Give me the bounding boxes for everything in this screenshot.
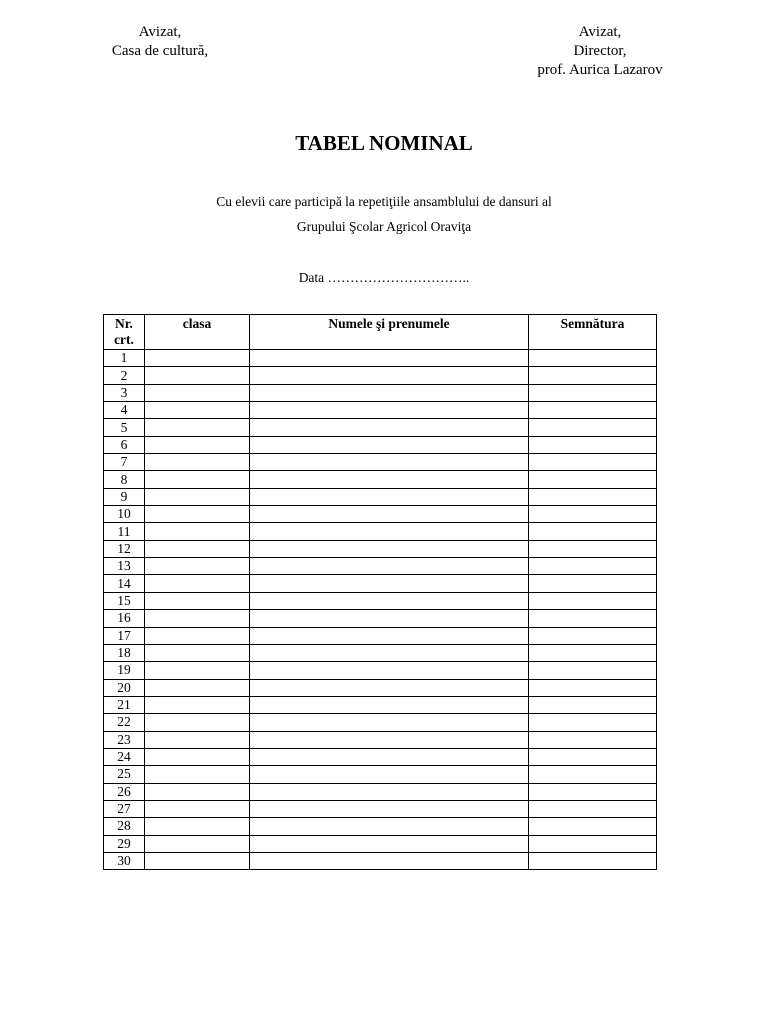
semnatura-cell — [529, 679, 657, 696]
row-number: 10 — [104, 506, 145, 523]
nume-cell — [250, 506, 529, 523]
table-row — [104, 731, 657, 748]
nume-cell — [250, 679, 529, 696]
clasa-cell — [145, 592, 250, 609]
semnatura-cell — [529, 506, 657, 523]
clasa-cell — [145, 627, 250, 644]
nume-cell — [250, 384, 529, 401]
table-row — [104, 679, 657, 696]
nume-cell — [250, 419, 529, 436]
header-clasa: clasa — [145, 315, 250, 350]
table-row — [104, 488, 657, 505]
row-number: 7 — [104, 454, 145, 471]
semnatura-cell — [529, 575, 657, 592]
table-row — [104, 575, 657, 592]
header-left-line1: Avizat, — [138, 24, 182, 40]
row-number: 12 — [104, 540, 145, 557]
subtitle-line2: Grupului Şcolar Agricol Oraviţa — [296, 219, 472, 234]
table-row — [104, 471, 657, 488]
table-row — [104, 662, 657, 679]
row-number: 19 — [104, 662, 145, 679]
table-row — [104, 714, 657, 731]
date-line: Data ………………………….. — [298, 270, 470, 285]
header-right-line3: prof. Aurica Lazarov — [537, 62, 663, 78]
document-title: TABEL NOMINAL — [295, 131, 473, 155]
table-row — [104, 627, 657, 644]
clasa-cell — [145, 471, 250, 488]
semnatura-cell — [529, 714, 657, 731]
semnatura-cell — [529, 419, 657, 436]
row-number: 15 — [104, 592, 145, 609]
nume-cell — [250, 367, 529, 384]
header-nr-line1: Nr. — [115, 316, 133, 331]
table-row — [104, 384, 657, 401]
row-number: 14 — [104, 575, 145, 592]
row-number: 18 — [104, 644, 145, 661]
table-row — [104, 748, 657, 765]
nume-cell — [250, 800, 529, 817]
nume-cell — [250, 488, 529, 505]
nume-cell — [250, 714, 529, 731]
clasa-cell — [145, 662, 250, 679]
semnatura-cell — [529, 662, 657, 679]
semnatura-cell — [529, 627, 657, 644]
row-number: 25 — [104, 766, 145, 783]
row-number: 8 — [104, 471, 145, 488]
row-number: 6 — [104, 436, 145, 453]
nume-cell — [250, 627, 529, 644]
clasa-cell — [145, 748, 250, 765]
table-row — [104, 540, 657, 557]
semnatura-cell — [529, 818, 657, 835]
row-number: 22 — [104, 714, 145, 731]
nume-cell — [250, 731, 529, 748]
table-row — [104, 454, 657, 471]
semnatura-cell — [529, 471, 657, 488]
nume-cell — [250, 402, 529, 419]
table-row — [104, 436, 657, 453]
semnatura-cell — [529, 783, 657, 800]
table-row — [104, 696, 657, 713]
row-number: 11 — [104, 523, 145, 540]
table-row — [104, 783, 657, 800]
clasa-cell — [145, 731, 250, 748]
nume-cell — [250, 523, 529, 540]
header-right — [500, 23, 700, 80]
nume-cell — [250, 696, 529, 713]
table-row — [104, 419, 657, 436]
nume-cell — [250, 454, 529, 471]
clasa-cell — [145, 610, 250, 627]
table-row — [104, 800, 657, 817]
header-nr-line2: crt. — [114, 332, 134, 347]
semnatura-cell — [529, 610, 657, 627]
subtitle-line1: Cu elevii care participă la repetiţiile ansamblului de dansuri al — [216, 194, 552, 209]
semnatura-cell — [529, 540, 657, 557]
table-row — [104, 506, 657, 523]
semnatura-cell — [529, 852, 657, 869]
semnatura-cell — [529, 766, 657, 783]
row-number: 26 — [104, 783, 145, 800]
table-body — [104, 350, 657, 870]
clasa-cell — [145, 766, 250, 783]
clasa-cell — [145, 506, 250, 523]
table-row — [104, 835, 657, 852]
clasa-cell — [145, 575, 250, 592]
row-number: 13 — [104, 558, 145, 575]
nume-cell — [250, 558, 529, 575]
row-number: 23 — [104, 731, 145, 748]
semnatura-cell — [529, 835, 657, 852]
nume-cell — [250, 748, 529, 765]
semnatura-cell — [529, 748, 657, 765]
clasa-cell — [145, 540, 250, 557]
clasa-cell — [145, 350, 250, 367]
row-number: 4 — [104, 402, 145, 419]
nume-cell — [250, 436, 529, 453]
clasa-cell — [145, 679, 250, 696]
table-row — [104, 766, 657, 783]
nume-cell — [250, 610, 529, 627]
header-left-line2: Casa de cultură, — [111, 43, 209, 59]
nume-cell — [250, 350, 529, 367]
table-row — [104, 818, 657, 835]
table-row — [104, 610, 657, 627]
row-number: 5 — [104, 419, 145, 436]
semnatura-cell — [529, 558, 657, 575]
semnatura-cell — [529, 696, 657, 713]
nume-cell — [250, 540, 529, 557]
nume-cell — [250, 644, 529, 661]
semnatura-cell — [529, 402, 657, 419]
clasa-cell — [145, 852, 250, 869]
table-row — [104, 350, 657, 367]
semnatura-cell — [529, 454, 657, 471]
nume-cell — [250, 852, 529, 869]
row-number: 1 — [104, 350, 145, 367]
row-number: 2 — [104, 367, 145, 384]
row-number: 9 — [104, 488, 145, 505]
clasa-cell — [145, 436, 250, 453]
clasa-cell — [145, 488, 250, 505]
nume-cell — [250, 818, 529, 835]
header-nr-crt — [104, 315, 145, 350]
clasa-cell — [145, 800, 250, 817]
semnatura-cell — [529, 367, 657, 384]
semnatura-cell — [529, 488, 657, 505]
row-number: 28 — [104, 818, 145, 835]
clasa-cell — [145, 558, 250, 575]
table-row — [104, 644, 657, 661]
clasa-cell — [145, 714, 250, 731]
header-left — [60, 23, 260, 61]
header-right-line1: Avizat, — [578, 24, 622, 40]
semnatura-cell — [529, 350, 657, 367]
semnatura-cell — [529, 523, 657, 540]
table-header-row — [104, 315, 657, 350]
table-row — [104, 523, 657, 540]
table-row — [104, 592, 657, 609]
clasa-cell — [145, 835, 250, 852]
clasa-cell — [145, 818, 250, 835]
clasa-cell — [145, 696, 250, 713]
semnatura-cell — [529, 800, 657, 817]
nominal-table — [103, 314, 657, 870]
table-row — [104, 367, 657, 384]
row-number: 29 — [104, 835, 145, 852]
clasa-cell — [145, 367, 250, 384]
clasa-cell — [145, 783, 250, 800]
row-number: 3 — [104, 384, 145, 401]
semnatura-cell — [529, 644, 657, 661]
semnatura-cell — [529, 731, 657, 748]
row-number: 16 — [104, 610, 145, 627]
nume-cell — [250, 766, 529, 783]
row-number: 17 — [104, 627, 145, 644]
semnatura-cell — [529, 436, 657, 453]
clasa-cell — [145, 419, 250, 436]
row-number: 30 — [104, 852, 145, 869]
nume-cell — [250, 471, 529, 488]
row-number: 21 — [104, 696, 145, 713]
header-nume: Numele şi prenumele — [250, 315, 529, 350]
row-number: 27 — [104, 800, 145, 817]
clasa-cell — [145, 454, 250, 471]
row-number: 24 — [104, 748, 145, 765]
clasa-cell — [145, 384, 250, 401]
table-row — [104, 852, 657, 869]
semnatura-cell — [529, 384, 657, 401]
nume-cell — [250, 592, 529, 609]
row-number: 20 — [104, 679, 145, 696]
table-row — [104, 558, 657, 575]
clasa-cell — [145, 402, 250, 419]
header-right-line2: Director, — [573, 43, 627, 59]
nume-cell — [250, 835, 529, 852]
nume-cell — [250, 783, 529, 800]
table-row — [104, 402, 657, 419]
clasa-cell — [145, 523, 250, 540]
nume-cell — [250, 575, 529, 592]
clasa-cell — [145, 644, 250, 661]
semnatura-cell — [529, 592, 657, 609]
header-semnatura: Semnătura — [529, 315, 657, 350]
nume-cell — [250, 662, 529, 679]
